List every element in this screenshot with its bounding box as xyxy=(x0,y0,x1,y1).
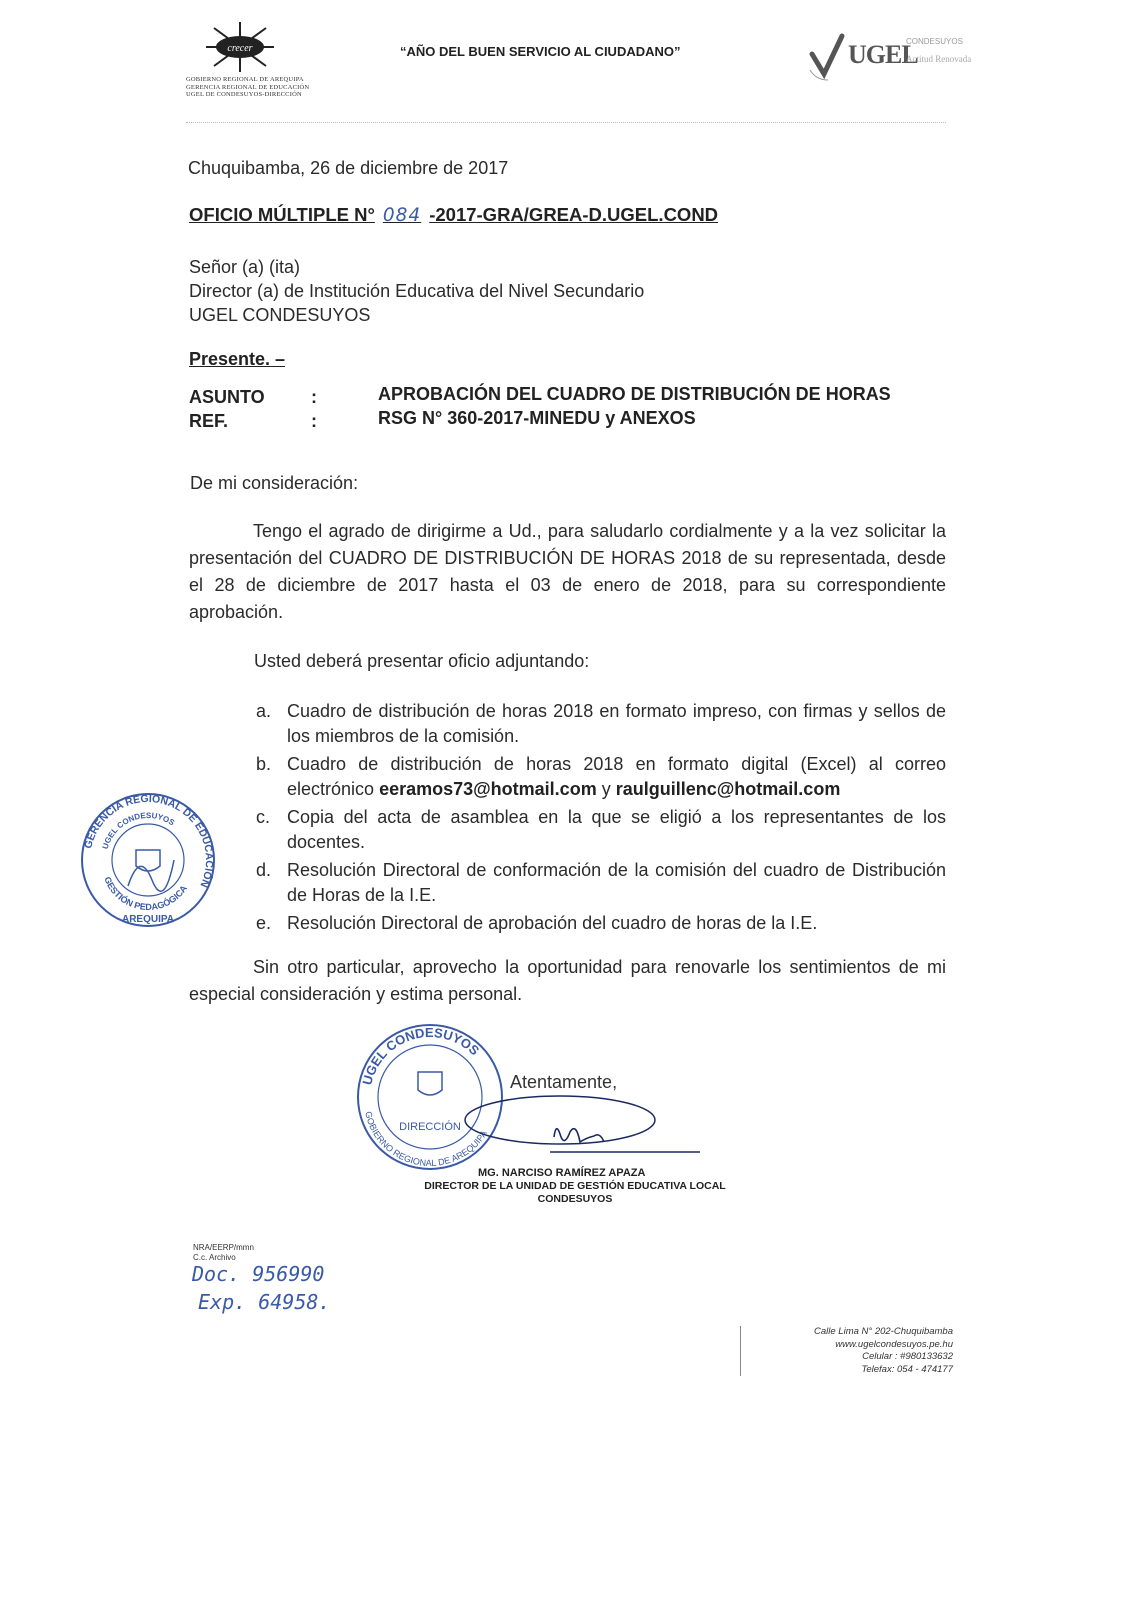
list-marker: a. xyxy=(256,701,272,721)
list-item-text: Cuadro de distribución de horas 2018 en formato digital (Excel) al correo electrónico xyxy=(287,754,946,799)
footer-phone: Telefax: 054 - 474177 xyxy=(861,1363,953,1375)
list-item-text: Resolución Directoral de conformación de la comisión del cuadro de Distribución de Horas de la I.E. xyxy=(287,860,946,905)
handwritten-signature xyxy=(460,1082,720,1172)
recipient-line: Director (a) de Institución Educativa del Nivel Secundario xyxy=(189,281,645,301)
oficio-suffix: -2017-GRA/GREA-D.UGEL.COND xyxy=(429,204,719,225)
email-join: y xyxy=(601,779,611,799)
list-marker: c. xyxy=(256,807,271,827)
stamp-base-text: AREQUIPA xyxy=(121,914,175,925)
list-item-text: Copia del acta de asamblea en la que se eligió a los representantes de los docentes. xyxy=(287,807,946,852)
oficio-number: 084 xyxy=(382,205,422,226)
asunto-value: APROBACIÓN DEL CUADRO DE DISTRIBUCIÓN DE HORAS xyxy=(378,384,891,404)
ref-value: RSG N° 360-2017-MINEDU y ANEXOS xyxy=(378,408,696,428)
stamp-outer-text: GERENCIA REGIONAL DE EDUCACIÓN xyxy=(82,792,216,890)
regional-crest-logo xyxy=(200,18,280,76)
ref-label: REF. xyxy=(189,411,229,431)
header-divider xyxy=(186,122,946,123)
oficio-number-line xyxy=(189,204,718,226)
signatory-name: MG. NARCISO RAMÍREZ APAZA xyxy=(478,1167,646,1179)
ugel-logo-sub: CONDESUYOS xyxy=(906,37,963,46)
body-paragraph-2: Usted deberá presentar oficio adjuntando: xyxy=(254,651,590,671)
list-item xyxy=(256,858,946,908)
email-link-2[interactable]: raulguillenc@hotmail.com xyxy=(615,779,841,799)
year-motto: “AÑO DEL BUEN SERVICIO AL CIUDADANO” xyxy=(400,44,681,59)
email-link-1[interactable]: eeramos73@hotmail.com xyxy=(379,779,597,799)
cc-archive: C.c. Archivo xyxy=(193,1253,236,1262)
handwritten-doc-number: Doc. 956990 xyxy=(192,1262,325,1286)
stamp-bottom-text: GOBIERNO REGIONAL DE AREQUIPA xyxy=(363,1110,490,1169)
closing-paragraph: Sin otro particular, aprovecho la oportunidad para renovarle los sentimientos de mi especial consideración y estima personal. xyxy=(189,957,946,1004)
reference-initials xyxy=(193,1243,254,1263)
initials: NRA/EERP/mmn xyxy=(193,1243,254,1252)
signatory-title-line: CONDESUYOS xyxy=(537,1193,613,1205)
svg-text:GERENCIA REGIONAL DE EDUCACIÓN xyxy=(82,793,215,889)
list-marker: e. xyxy=(256,913,272,933)
list-item xyxy=(256,752,946,802)
crest-line: GERENCIA REGIONAL DE EDUCACIÓN xyxy=(186,83,310,91)
stamp-inner-text: UGEL CONDESUYOS xyxy=(100,810,177,851)
atentamente: Atentamente, xyxy=(510,1072,618,1092)
svg-text:crecer: crecer xyxy=(227,43,253,54)
left-official-stamp xyxy=(78,790,218,930)
stamp-bottom-text: GESTIÓN PEDAGÓGICA xyxy=(102,875,189,913)
list-item-text: Resolución Directoral de aprobación del cuadro de horas de la I.E. xyxy=(287,913,818,933)
list-marker: b. xyxy=(256,754,272,774)
list-marker: d. xyxy=(256,860,272,880)
footer-web[interactable]: www.ugelcondesuyos.pe.hu xyxy=(835,1338,953,1350)
footer-address: Calle Lima N° 202-Chuquibamba xyxy=(814,1326,953,1337)
asunto-label: ASUNTO xyxy=(189,387,265,407)
recipient-line: UGEL CONDESUYOS xyxy=(189,305,371,325)
ref-colon: : xyxy=(311,411,317,431)
crest-text xyxy=(186,76,309,99)
signatory-title xyxy=(420,1180,730,1206)
list-item xyxy=(256,911,946,936)
list-item xyxy=(256,699,946,749)
greeting: De mi consideración: xyxy=(190,473,359,493)
stamp-center-text: DIRECCIÓN xyxy=(399,1121,461,1133)
signatory-title-line: DIRECTOR DE LA UNIDAD DE GESTIÓN EDUCATIVA LOCAL xyxy=(424,1180,726,1192)
list-item xyxy=(256,805,946,855)
ugel-logo-tagline: Actitud Renovada xyxy=(906,54,972,64)
footer-cell: Celular : #980133632 xyxy=(862,1351,953,1362)
check-icon xyxy=(808,30,848,82)
attachment-list xyxy=(256,699,946,939)
svg-text:GESTIÓN PEDAGÓGICA xyxy=(102,875,189,912)
asunto-colon: : xyxy=(311,387,317,407)
presente-label: Presente. – xyxy=(189,349,286,369)
recipient-block xyxy=(189,255,644,327)
recipient-line: Señor (a) (ita) xyxy=(189,257,301,277)
list-item-text: Cuadro de distribución de horas 2018 en formato impreso, con firmas y sellos de los miembros de la comisión. xyxy=(287,701,946,746)
place-date: Chuquibamba, 26 de diciembre de 2017 xyxy=(188,158,509,178)
crest-line: UGEL DE CONDESUYOS-DIRECCIÓN xyxy=(186,91,302,98)
handwritten-exp-number: Exp. 64958. xyxy=(198,1290,331,1314)
stamp-top-text: UGEL CONDESUYOS xyxy=(359,1024,483,1087)
footer-contact xyxy=(740,1326,953,1376)
crest-line: GOBIERNO REGIONAL DE AREQUIPA xyxy=(186,76,304,83)
ugel-logo-word: UGEL xyxy=(848,40,918,69)
body-paragraph-1: Tengo el agrado de dirigirme a Ud., para saludarlo cordialmente y a la vez solicitar la presentación del CUADRO DE DISTRIBUCIÓN DE HORAS 2018 de su representada, desde el 28 de diciembre de 2017 hasta el 03 de enero de 2018, para su correspondiente aprobación. xyxy=(189,521,946,622)
oficio-prefix: OFICIO MÚLTIPLE N° xyxy=(189,204,375,225)
